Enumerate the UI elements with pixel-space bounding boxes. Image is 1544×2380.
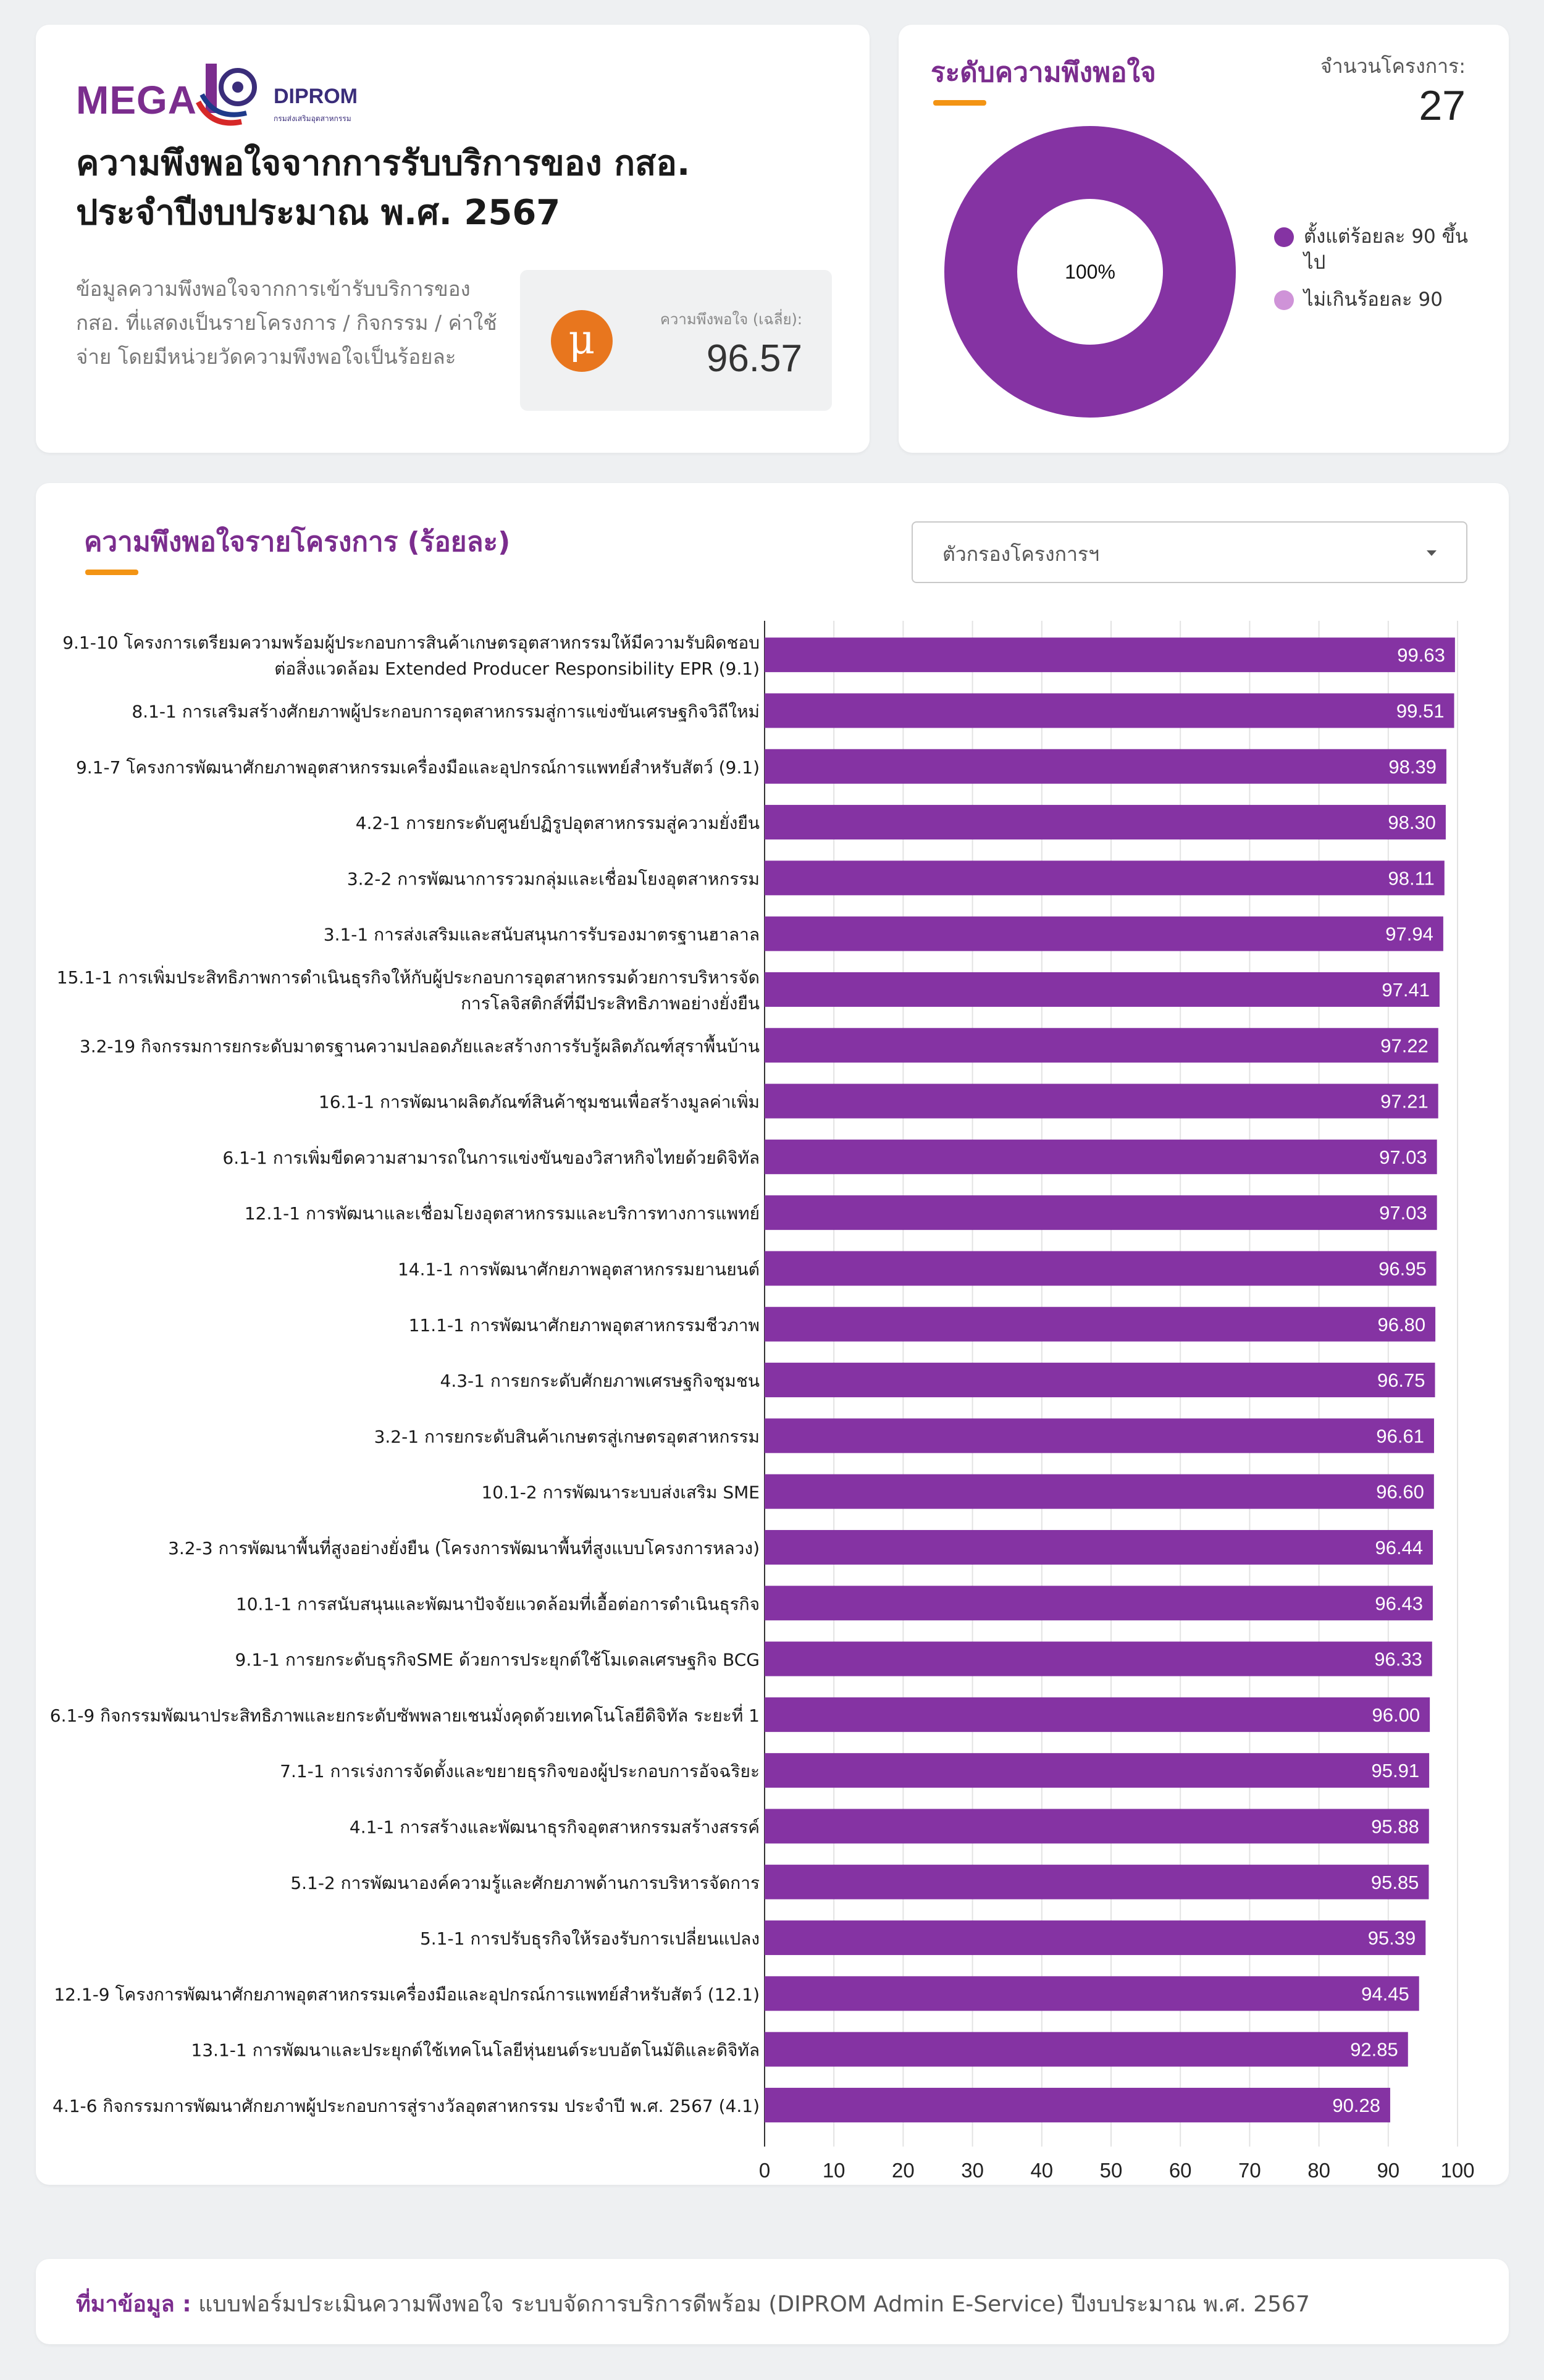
bar-value-label-5: 97.94 — [1385, 923, 1433, 945]
legend-swatch — [1274, 227, 1294, 247]
donut-title-underline — [933, 100, 986, 106]
bar-chart — [36, 483, 1509, 2185]
header-card — [36, 25, 870, 453]
bar-value-label-6: 97.41 — [1382, 978, 1430, 1001]
bar-value-label-8: 97.21 — [1380, 1090, 1429, 1112]
category-label-11: 14.1-1 การพัฒนาศักยภาพอุตสาหกรรมยานยนต์ — [397, 1259, 760, 1280]
category-label-0: ต่อสิ่งแวดล้อม Extended Producer Responsibility EPR (9.1) — [274, 658, 760, 679]
bar-14[interactable] — [765, 1418, 1434, 1453]
x-tick-label-2: 20 — [892, 2159, 915, 2182]
bar-value-label-23: 95.39 — [1367, 1927, 1416, 1949]
average-label: ความพึงพอใจ (เฉลี่ย): — [660, 311, 802, 328]
project-filter-placeholder: ตัวกรองโครงการฯ — [942, 542, 1100, 566]
bar-value-label-1: 99.51 — [1396, 700, 1445, 722]
category-label-0: 9.1-10 โครงการเตรียมความพร้อมผู้ประกอบการสินค้าเกษตรอุตสาหกรรมให้มีความรับผิดชอบ — [62, 633, 760, 654]
logo-diprom-text: DIPROM — [274, 85, 358, 108]
bar-12[interactable] — [765, 1307, 1435, 1342]
bar-value-label-25: 92.85 — [1350, 2038, 1398, 2061]
satisfaction-level-card — [899, 25, 1509, 453]
bar-value-label-22: 95.85 — [1370, 1871, 1419, 1893]
category-label-6: การโลจิสติกส์ที่มีประสิทธิภาพอย่างยั่งยืน — [461, 993, 760, 1014]
bar-25[interactable] — [765, 2032, 1408, 2067]
category-label-9: 6.1-1 การเพิ่มขีดความสามารถในการแข่งขันของวิสาหกิจไทยด้วยดิจิทัล — [222, 1147, 760, 1168]
bar-24[interactable] — [765, 1976, 1419, 2011]
bar-value-label-20: 95.91 — [1371, 1760, 1420, 1782]
bar-4[interactable] — [765, 860, 1445, 895]
bar-6[interactable] — [765, 972, 1440, 1007]
mu-icon: μ — [551, 310, 613, 372]
bar-17[interactable] — [765, 1586, 1433, 1620]
project-count-label: จำนวนโครงการ: — [1320, 54, 1466, 78]
category-label-25: 13.1-1 การพัฒนาและประยุกต์ใช้เทคโนโลยีหุ่นยนต์ระบบอัตโนมัติและดิจิทัล — [191, 2040, 760, 2061]
category-label-6: 15.1-1 การเพิ่มประสิทธิภาพการดำเนินธุรกิจให้กับผู้ประกอบการอุตสาหกรรมด้วยการบริหารจัด — [56, 967, 760, 988]
legend-item-1[interactable] — [1274, 287, 1484, 313]
bar-11[interactable] — [765, 1251, 1437, 1285]
bar-value-label-7: 97.22 — [1380, 1035, 1429, 1057]
bar-7[interactable] — [765, 1028, 1438, 1062]
category-label-14: 3.2-1 การยกระดับสินค้าเกษตรสู่เกษตรอุตสาหกรรม — [374, 1426, 760, 1447]
donut-chart — [942, 124, 1238, 420]
bar-16[interactable] — [765, 1530, 1433, 1565]
bar-value-label-10: 97.03 — [1379, 1202, 1427, 1224]
category-label-20: 7.1-1 การเร่งการจัดตั้งและขยายธุรกิจของผู้ประกอบการอัจฉริยะ — [280, 1761, 760, 1782]
bar-value-label-3: 98.30 — [1388, 812, 1436, 834]
bar-26[interactable] — [765, 2088, 1390, 2122]
bar-value-label-11: 96.95 — [1378, 1258, 1427, 1280]
diprom-emblem-icon — [193, 59, 267, 133]
bar-20[interactable] — [765, 1753, 1429, 1788]
category-label-1: 8.1-1 การเสริมสร้างศักยภาพผู้ประกอบการอุตสาหกรรมสู่การแข่งขันเศรษฐกิจวิถีใหม่ — [132, 701, 760, 722]
x-tick-label-5: 50 — [1099, 2159, 1123, 2182]
bar-2[interactable] — [765, 749, 1446, 784]
category-label-15: 10.1-2 การพัฒนาระบบส่งเสริม SME — [481, 1482, 760, 1503]
category-label-22: 5.1-2 การพัฒนาองค์ความรู้และศักยภาพด้านการบริหารจัดการ — [290, 1872, 760, 1893]
category-label-18: 9.1-1 การยกระดับธุรกิจSME ด้วยการประยุกต์ใช้โมเดลเศรษฐกิจ BCG — [235, 1649, 760, 1670]
x-tick-label-6: 60 — [1168, 2159, 1192, 2182]
bar-value-label-16: 96.44 — [1375, 1536, 1424, 1558]
category-label-16: 3.2-3 การพัฒนาพื้นที่สูงอย่างยั่งยืน (โครงการพัฒนาพื้นที่สูงแบบโครงการหลวง) — [168, 1537, 760, 1558]
category-label-2: 9.1-7 โครงการพัฒนาศักยภาพอุตสาหกรรมเครื่องมือและอุปกรณ์การแพทย์สำหรับสัตว์ (9.1) — [75, 757, 760, 778]
bar-value-label-0: 99.63 — [1397, 644, 1445, 666]
legend-item-0[interactable] — [1274, 224, 1484, 275]
x-tick-label-9: 90 — [1377, 2159, 1400, 2182]
project-count-value: 27 — [1419, 82, 1466, 129]
bar-value-label-17: 96.43 — [1375, 1592, 1423, 1615]
logo-mega-text: MEGA — [76, 78, 197, 122]
category-label-21: 4.1-1 การสร้างและพัฒนาธุรกิจอุตสาหกรรมสร้างสรรค์ — [349, 1817, 760, 1838]
donut-legend — [1274, 224, 1484, 324]
logo-sub-text: กรมส่งเสริมอุตสาหกรรม — [274, 114, 351, 123]
legend-label: ตั้งแต่ร้อยละ 90 ขึ้นไป — [1304, 225, 1468, 274]
bar-22[interactable] — [765, 1865, 1429, 1899]
bar-1[interactable] — [765, 693, 1454, 728]
mega-diprom-logo — [76, 59, 397, 139]
page-title: ความพึงพอใจจากการรับบริการของ กสอ. — [76, 143, 690, 183]
category-label-3: 4.2-1 การยกระดับศูนย์ปฏิรูปอุตสาหกรรมสู่ความยั่งยืน — [355, 813, 760, 834]
donut-title: ระดับความพึงพอใจ — [931, 57, 1156, 88]
bar-value-label-2: 98.39 — [1388, 755, 1437, 778]
donut-center-label: 100% — [1065, 261, 1115, 283]
category-label-5: 3.1-1 การส่งเสริมและสนับสนุนการรับรองมาตรฐานฮาลาล — [323, 924, 760, 945]
category-label-4: 3.2-2 การพัฒนาการรวมกลุ่มและเชื่อมโยงอุตสาหกรรม — [346, 868, 760, 889]
footer-card — [36, 2259, 1509, 2344]
bar-3[interactable] — [765, 805, 1446, 839]
bar-21[interactable] — [765, 1809, 1429, 1843]
legend-swatch — [1274, 290, 1294, 310]
bar-value-label-15: 96.60 — [1376, 1481, 1424, 1503]
data-source-label: ที่มาข้อมูล : — [76, 2292, 191, 2317]
category-label-19: 6.1-9 กิจกรรมพัฒนาประสิทธิภาพและยกระดับซัพพลายเชนมั่งคุดด้วยเทคโนโลยีดิจิทัล ระยะที่ 1 — [49, 1705, 760, 1726]
bar-value-label-14: 96.61 — [1376, 1425, 1424, 1447]
bar-5[interactable] — [765, 917, 1443, 951]
x-tick-label-0: 0 — [758, 2159, 771, 2182]
x-tick-label-1: 10 — [822, 2159, 845, 2182]
category-label-17: 10.1-1 การสนับสนุนและพัฒนาปัจจัยแวดล้อมที่เอื้อต่อการดำเนินธุรกิจ — [235, 1594, 760, 1615]
bar-10[interactable] — [765, 1195, 1437, 1230]
bar-23[interactable] — [765, 1920, 1425, 1955]
category-label-26: 4.1-6 กิจกรรมการพัฒนาศักยภาพผู้ประกอบการสู่รางวัลอุตสาหกรรม ประจำปี พ.ศ. 2567 (4.1) — [52, 2095, 760, 2116]
bar-value-label-18: 96.33 — [1374, 1648, 1422, 1670]
x-tick-label-3: 30 — [961, 2159, 984, 2182]
bar-value-label-26: 90.28 — [1332, 2094, 1380, 2116]
category-label-7: 3.2-19 กิจกรรมการยกระดับมาตรฐานความปลอดภัยและสร้างการรับรู้ผลิตภัณฑ์สุราพื้นบ้าน — [79, 1036, 760, 1057]
bar-15[interactable] — [765, 1474, 1434, 1509]
bar-value-label-21: 95.88 — [1371, 1815, 1419, 1838]
bar-19[interactable] — [765, 1697, 1430, 1732]
average-satisfaction-box — [520, 270, 832, 411]
data-source-text: แบบฟอร์มประเมินความพึงพอใจ ระบบจัดการบริการดีพร้อม (DIPROM Admin E-Service) ปีงบประมาณ พ.ศ. 2567 — [198, 2292, 1310, 2317]
bar-13[interactable] — [765, 1363, 1435, 1397]
x-tick-label-10: 100 — [1440, 2159, 1475, 2182]
page-subtitle: ประจำปีงบประมาณ พ.ศ. 2567 — [76, 193, 561, 233]
bar-value-label-12: 96.80 — [1377, 1313, 1426, 1335]
bar-0[interactable] — [765, 637, 1455, 672]
x-tick-label-4: 40 — [1030, 2159, 1054, 2182]
data-source-note — [76, 2286, 1310, 2321]
bar-value-label-9: 97.03 — [1379, 1146, 1427, 1168]
x-tick-label-7: 70 — [1238, 2159, 1261, 2182]
bar-value-label-13: 96.75 — [1377, 1369, 1425, 1392]
project-satisfaction-card — [36, 483, 1509, 2185]
x-tick-label-8: 80 — [1307, 2159, 1330, 2182]
category-label-23: 5.1-1 การปรับธุรกิจให้รองรับการเปลี่ยนแปลง — [419, 1928, 760, 1949]
bar-8[interactable] — [765, 1084, 1438, 1119]
category-label-24: 12.1-9 โครงการพัฒนาศักยภาพอุตสาหกรรมเครื่องมือและอุปกรณ์การแพทย์สำหรับสัตว์ (12.1) — [54, 1984, 760, 2005]
legend-label: ไม่เกินร้อยละ 90 — [1304, 288, 1443, 311]
page-description: ข้อมูลความพึงพอใจจากการเข้ารับบริการของ กสอ. ที่แสดงเป็นรายโครงการ / กิจกรรม / ค่าใช้จ่าย โดยมีหน่วยวัดความพึงพอใจเป็นร้อยละ — [76, 277, 497, 369]
bar-9[interactable] — [765, 1140, 1437, 1174]
average-value: 96.57 — [706, 337, 802, 380]
bar-chart-title: ความพึงพอใจรายโครงการ (ร้อยละ) — [84, 526, 511, 558]
category-label-12: 11.1-1 การพัฒนาศักยภาพอุตสาหกรรมชีวภาพ — [408, 1314, 760, 1335]
category-label-8: 16.1-1 การพัฒนาผลิตภัณฑ์สินค้าชุมชนเพื่อสร้างมูลค่าเพิ่ม — [318, 1091, 760, 1112]
bar-value-label-24: 94.45 — [1361, 1983, 1409, 2005]
bar-value-label-4: 98.11 — [1388, 867, 1435, 889]
bar-value-label-19: 96.00 — [1372, 1704, 1420, 1726]
bar-18[interactable] — [765, 1642, 1432, 1676]
category-label-10: 12.1-1 การพัฒนาและเชื่อมโยงอุตสาหกรรมและบริการทางการแพทย์ — [244, 1203, 760, 1224]
category-label-13: 4.3-1 การยกระดับศักยภาพเศรษฐกิจชุมชน — [440, 1371, 760, 1392]
